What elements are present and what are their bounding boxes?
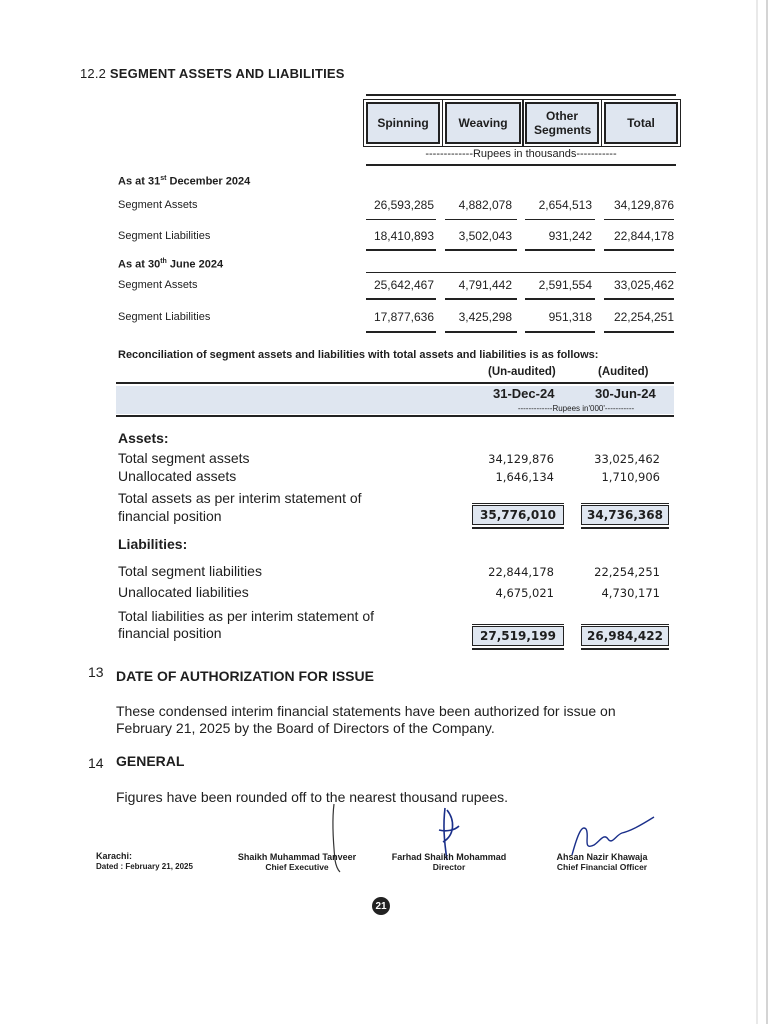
total-rule: [472, 624, 564, 625]
unit-note: -------------Rupees in thousands-----------: [425, 148, 617, 160]
cell-other-segments: 931,242: [548, 229, 592, 243]
cell-rule: [445, 331, 517, 333]
row-label-segment-assets: Segment Assets: [118, 279, 198, 291]
cell-jun-24: 1,710,906: [601, 470, 660, 484]
column-header-spinning: [366, 102, 440, 144]
cell-dec-24: 22,844,178: [488, 565, 554, 579]
section-13-text: [116, 703, 716, 737]
row-label-total-assets-2: financial position: [118, 508, 222, 524]
cell-total: 22,844,178: [613, 229, 674, 243]
cell-jun-24: 33,025,462: [594, 452, 660, 466]
row-label-segment-liabilities: Segment Liabilities: [118, 230, 211, 242]
section-13-title: DATE OF AUTHORIZATION FOR ISSUE: [116, 668, 374, 684]
cell-rule: [604, 219, 674, 220]
cell-other-segments: 2,654,513: [538, 198, 592, 212]
cell-spinning: 18,410,893: [373, 229, 434, 243]
column-header-total: [604, 102, 678, 144]
signatory-name: Shaikh Muhammad Tanveer: [237, 852, 357, 862]
signatory-cfo: [544, 852, 660, 872]
cell-other-segments: 2,591,554: [538, 278, 592, 292]
total-double-rule: [472, 648, 564, 650]
column-status-audited: (Audited): [598, 366, 649, 378]
cell-total: 34,129,876: [613, 198, 674, 212]
page-edge: [756, 0, 758, 1024]
signatory-chief-executive: [222, 852, 372, 872]
cell-rule: [525, 331, 595, 333]
row-label-total-segment-liabilities: Total segment liabilities: [118, 563, 262, 579]
row-label-segment-liabilities: Segment Liabilities: [118, 311, 211, 323]
period-label-sup: th: [160, 258, 167, 265]
signatory-title: Chief Executive: [265, 862, 329, 872]
row-label-total-liabilities-2: financial position: [118, 625, 222, 641]
page-number: 21: [375, 900, 387, 912]
total-assets-jun-24: [581, 505, 669, 525]
column-header-other-segments: [525, 102, 599, 144]
total-liabilities-dec-24: [472, 626, 564, 646]
section-14-title: GENERAL: [116, 753, 185, 769]
section-number: 12.2: [80, 66, 107, 81]
cell-rule: [366, 331, 436, 333]
cell-rule: [604, 298, 674, 300]
column-header-label: Weaving: [458, 116, 508, 130]
liabilities-heading: Liabilities:: [118, 536, 188, 552]
column-status-unaudited: (Un-audited): [488, 366, 556, 378]
signatory-title: Chief Financial Officer: [556, 862, 648, 872]
total-rule: [472, 503, 564, 504]
reconciliation-top-rule: [116, 382, 674, 384]
total-assets-dec-24: [472, 505, 564, 525]
column-header-label: Spinning: [377, 116, 429, 130]
cell-jun-24: 4,730,171: [601, 586, 660, 600]
reconciliation-intro: Reconciliation of segment assets and liabilities with total assets and liabilities is as follows:: [118, 349, 599, 361]
cell-weaving: 4,882,078: [458, 198, 512, 212]
reconciliation-header-rule: [116, 415, 674, 417]
cell-rule: [366, 219, 436, 220]
cell-weaving: 3,425,298: [458, 310, 512, 324]
period-label-prefix: As at 30: [118, 258, 161, 271]
cell-rule: [525, 219, 595, 220]
column-date-dec-24: 31-Dec-24: [493, 386, 555, 401]
total-value: 27,519,199: [480, 629, 556, 643]
assets-heading: Assets:: [118, 430, 169, 446]
total-rule: [581, 503, 669, 504]
cell-rule: [445, 298, 517, 300]
row-label-total-assets-1: Total assets as per interim statement of: [118, 490, 362, 506]
row-label-unallocated-assets: Unallocated assets: [118, 468, 237, 484]
total-double-rule: [472, 527, 564, 529]
cell-other-segments: 951,318: [548, 310, 592, 324]
section-14-text: Figures have been rounded off to the nearest thousand rupees.: [116, 789, 509, 805]
section-14-number: 14: [88, 755, 104, 771]
cell-jun-24: 22,254,251: [594, 565, 660, 579]
signatory-name: Ahsan Nazir Khawaja: [556, 852, 648, 862]
column-header-label: Total: [627, 116, 655, 130]
period-label-prefix: As at 31: [118, 175, 161, 188]
section-heading: SEGMENT ASSETS AND LIABILITIES: [109, 66, 345, 81]
column-date-jun-24: 30-Jun-24: [595, 386, 656, 401]
cell-total: 33,025,462: [613, 278, 674, 292]
cell-dec-24: 4,675,021: [495, 586, 554, 600]
section-12-2-title: [80, 66, 345, 81]
table-top-rule: [366, 94, 676, 96]
cell-rule: [525, 249, 595, 251]
column-header-label: Other Segments: [534, 109, 592, 137]
cell-dec-24: 1,646,134: [495, 470, 554, 484]
signatory-title: Director: [432, 862, 466, 872]
cell-spinning: 25,642,467: [373, 278, 434, 292]
row-label-total-liabilities-1: Total liabilities as per interim statement of: [118, 608, 374, 624]
period-label-suffix: June 2024: [166, 258, 224, 271]
page-number-badge: [372, 897, 390, 915]
period-label-sup: st: [160, 175, 167, 182]
section-13-text-line: These condensed interim financial statements have been authorized for issue on: [116, 703, 616, 719]
cell-spinning: 26,593,285: [373, 198, 434, 212]
unit-note-rule: [366, 164, 676, 166]
total-rule: [581, 624, 669, 625]
footer-dated: Dated : February 21, 2025: [96, 862, 193, 871]
total-liabilities-jun-24: [581, 626, 669, 646]
total-value: 35,776,010: [480, 508, 556, 522]
total-double-rule: [581, 648, 669, 650]
cell-rule: [604, 249, 674, 251]
cell-total: 22,254,251: [613, 310, 674, 324]
period-label-jun-2024: [118, 258, 223, 271]
row-label-segment-assets: Segment Assets: [118, 199, 198, 211]
signatory-name: Farhad Shaikh Mohammad: [391, 852, 507, 862]
cell-rule: [366, 249, 436, 251]
section-13-number: 13: [88, 664, 104, 680]
period-label-suffix: December 2024: [166, 175, 251, 188]
period-label-dec-2024: [118, 175, 250, 188]
cell-rule: [445, 249, 517, 251]
signatory-director: [378, 852, 520, 872]
section-13-text-line: February 21, 2025 by the Board of Directors of the Company.: [116, 720, 495, 736]
period-rule: [366, 272, 676, 273]
cell-rule: [604, 331, 674, 333]
cell-rule: [366, 298, 436, 300]
column-header-weaving: [445, 102, 521, 144]
row-label-total-segment-assets: Total segment assets: [118, 450, 250, 466]
row-label-unallocated-liabilities: Unallocated liabilities: [118, 584, 249, 600]
cell-rule: [525, 298, 595, 300]
cell-weaving: 3,502,043: [458, 229, 512, 243]
total-double-rule: [581, 527, 669, 529]
cell-dec-24: 34,129,876: [488, 452, 554, 466]
total-value: 26,984,422: [587, 629, 663, 643]
total-value: 34,736,368: [587, 508, 663, 522]
cell-spinning: 17,877,636: [373, 310, 434, 324]
cell-rule: [445, 219, 517, 220]
reconciliation-unit-note: -------------Rupees in'000'-----------: [517, 404, 635, 413]
cell-weaving: 4,791,442: [458, 278, 512, 292]
footer-place: Karachi:: [96, 851, 133, 861]
